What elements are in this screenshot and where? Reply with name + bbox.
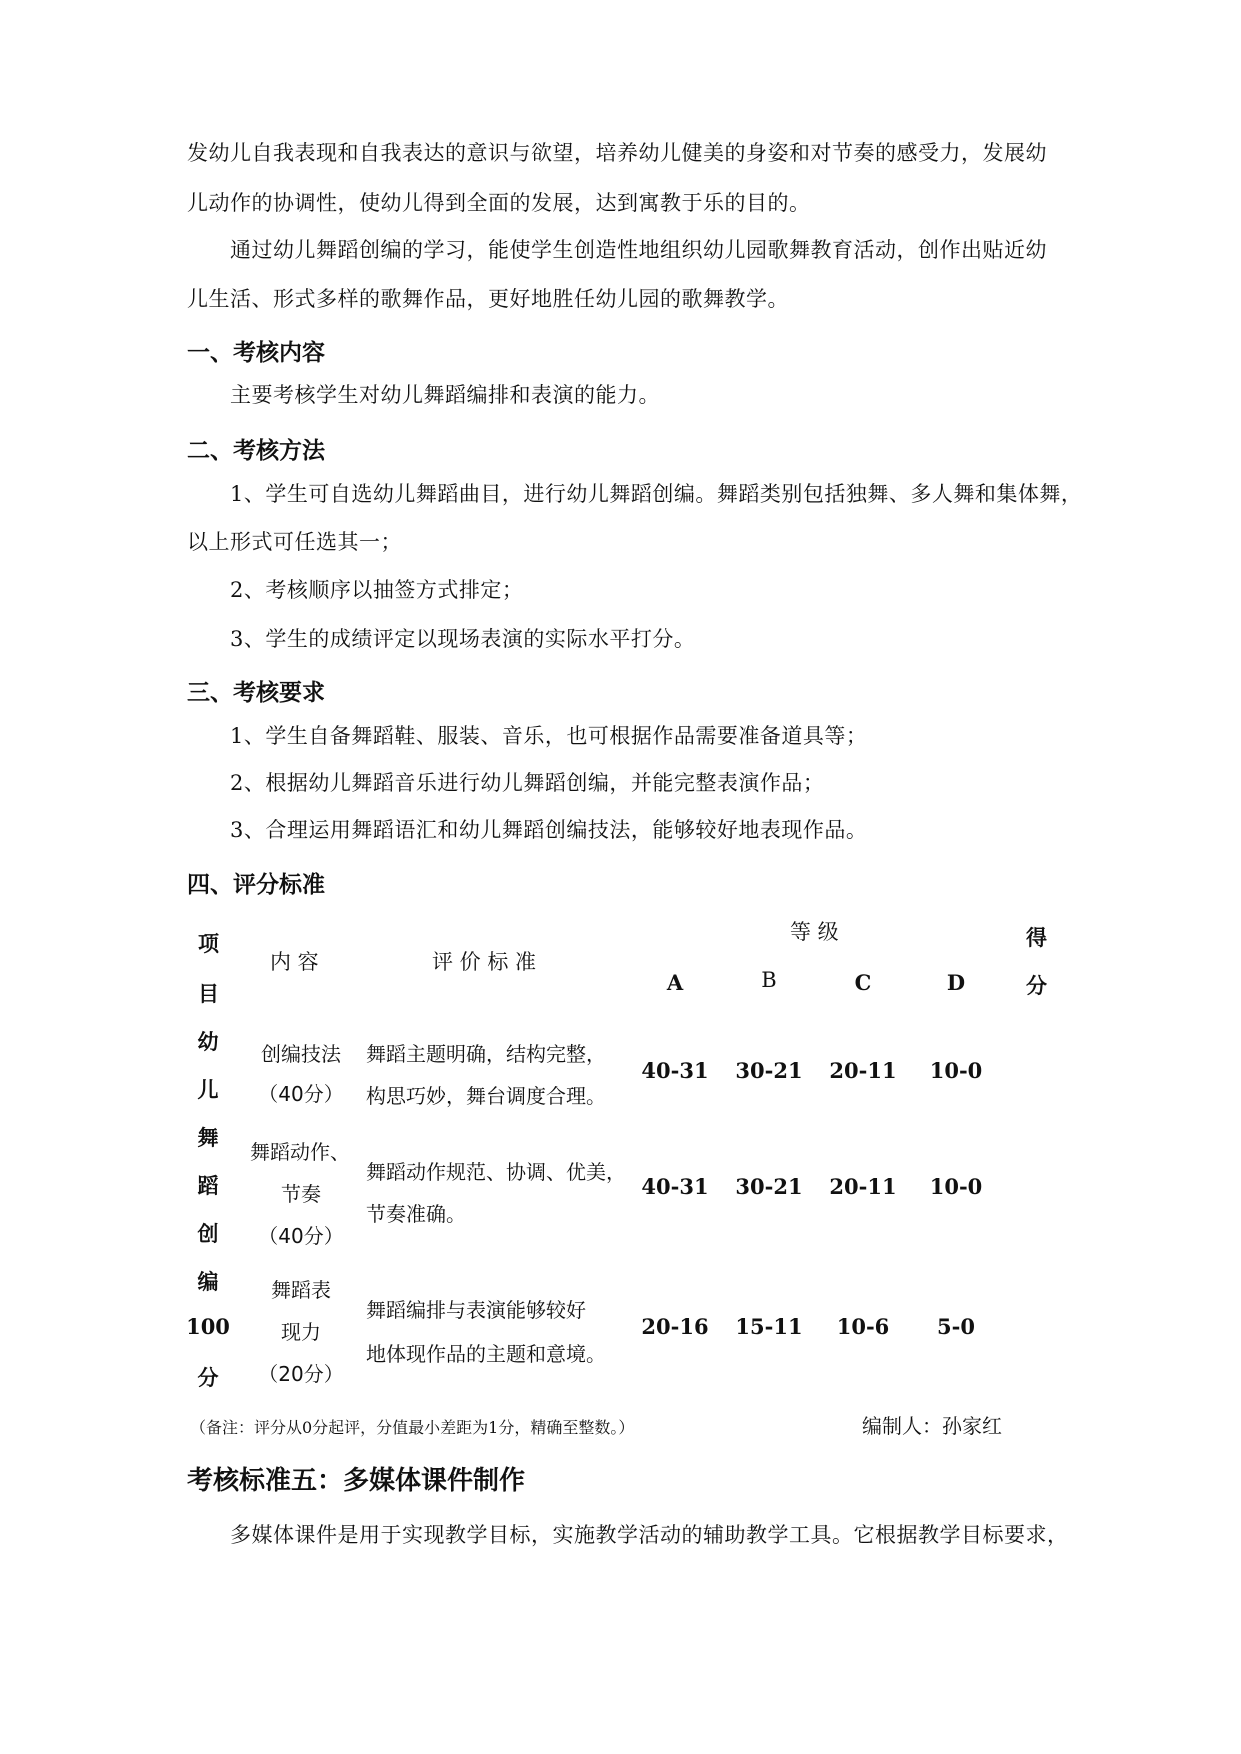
header-grade-b: B [761,968,777,992]
section-3-item-1: 1、学生自备舞蹈鞋、服装、音乐，也可根据作品需要准备道具等； [230,724,868,748]
project-char-1: 幼 [197,1029,219,1054]
project-char-6: 编 [197,1269,219,1294]
project-char-8: 分 [197,1365,219,1390]
row-3-grade-b: 15-11 [735,1314,803,1339]
row-3-content-line-1: 舞蹈表 [271,1278,331,1302]
row-2-content-line-1: 舞蹈动作、 [250,1140,350,1164]
row-3-content-line-3: （20分） [258,1362,344,1386]
project-char-2: 儿 [197,1077,219,1102]
row-3-content-line-2: 现力 [281,1320,321,1344]
header-grade: 等 级 [790,920,839,944]
section-3-item-3: 3、合理运用舞蹈语汇和幼儿舞蹈创编技法，能够较好地表现作品。 [230,818,868,842]
header-item-char-1: 项 [198,931,219,956]
row-2-standard-line-1: 舞蹈动作规范、协调、优美， [366,1160,626,1184]
row-2-content-line-3: （40分） [258,1224,344,1248]
row-1-standard-line-2: 构思巧妙，舞台调度合理。 [366,1084,606,1108]
header-standard: 评 价 标 准 [432,950,537,974]
row-3-standard-line-2: 地体现作品的主题和意境。 [366,1342,606,1366]
project-char-4: 蹈 [197,1173,219,1198]
row-2-grade-d: 10-0 [929,1174,983,1199]
row-3-standard-line-1: 舞蹈编排与表演能够较好 [366,1298,586,1322]
row-2-grade-a: 40-31 [641,1174,709,1199]
row-1-grade-d: 10-0 [929,1058,983,1083]
row-1-grade-c: 20-11 [829,1058,897,1083]
project-char-7: 100 [186,1314,230,1339]
section-2-item-1-line-1: 1、学生可自选幼儿舞蹈曲目，进行幼儿舞蹈创编。舞蹈类别包括独舞、多人舞和集体舞， [230,482,1083,506]
row-1-content-line-2: （40分） [258,1082,344,1106]
section-3-heading: 三、考核要求 [187,680,325,706]
row-1-content-line-1: 创编技法 [261,1042,341,1066]
author: 编制人：孙家红 [862,1414,1002,1438]
section-2-item-1-line-2: 以上形式可任选其一； [187,530,402,554]
row-1-grade-b: 30-21 [735,1058,803,1083]
section-4-heading: 四、评分标准 [187,872,325,898]
section-5-heading: 考核标准五：多媒体课件制作 [187,1466,526,1496]
intro-line-3: 通过幼儿舞蹈创编的学习，能使学生创造性地组织幼儿园歌舞教育活动，创作出贴近幼 [230,238,1047,262]
row-3-grade-a: 20-16 [641,1314,709,1339]
header-grade-d: D [946,970,966,995]
row-1-grade-a: 40-31 [641,1058,709,1083]
section-3-item-2: 2、根据幼儿舞蹈音乐进行幼儿舞蹈创编，并能完整表演作品； [230,771,825,795]
intro-line-4: 儿生活、形式多样的歌舞作品，更好地胜任幼儿园的歌舞教学。 [187,287,789,311]
section-2-item-3: 3、学生的成绩评定以现场表演的实际水平打分。 [230,627,696,651]
section-2-item-2: 2、考核顺序以抽签方式排定； [230,578,524,602]
section-1-heading: 一、考核内容 [187,340,325,366]
intro-line-2: 儿动作的协调性，使幼儿得到全面的发展，达到寓教于乐的目的。 [187,191,811,215]
header-content: 内 容 [270,950,319,974]
header-score-char-2: 分 [1026,973,1047,998]
header-item-char-2: 目 [198,981,219,1006]
row-2-content-line-2: 节奏 [281,1182,321,1206]
project-char-5: 创 [197,1221,219,1246]
row-1-standard-line-1: 舞蹈主题明确，结构完整， [366,1042,606,1066]
header-grade-a: A [666,970,684,995]
row-2-grade-b: 30-21 [735,1174,803,1199]
row-3-grade-c: 10-6 [836,1314,890,1339]
table-note: （备注：评分从0分起评，分值最小差距为1分，精确至整数。） [190,1418,635,1437]
row-2-standard-line-2: 节奏准确。 [366,1202,466,1226]
section-1-text: 主要考核学生对幼儿舞蹈编排和表演的能力。 [230,383,660,407]
intro-line-1: 发幼儿自我表现和自我表达的意识与欲望，培养幼儿健美的身姿和对节奏的感受力，发展幼 [187,141,1047,165]
header-grade-c: C [854,970,872,995]
section-2-heading: 二、考核方法 [187,438,325,464]
row-3-grade-d: 5-0 [937,1314,975,1339]
row-2-grade-c: 20-11 [829,1174,897,1199]
project-char-3: 舞 [197,1125,219,1150]
header-score-char-1: 得 [1026,925,1047,950]
section-5-text: 多媒体课件是用于实现教学目标，实施教学活动的辅助教学工具。它根据教学目标要求， [230,1523,1069,1547]
